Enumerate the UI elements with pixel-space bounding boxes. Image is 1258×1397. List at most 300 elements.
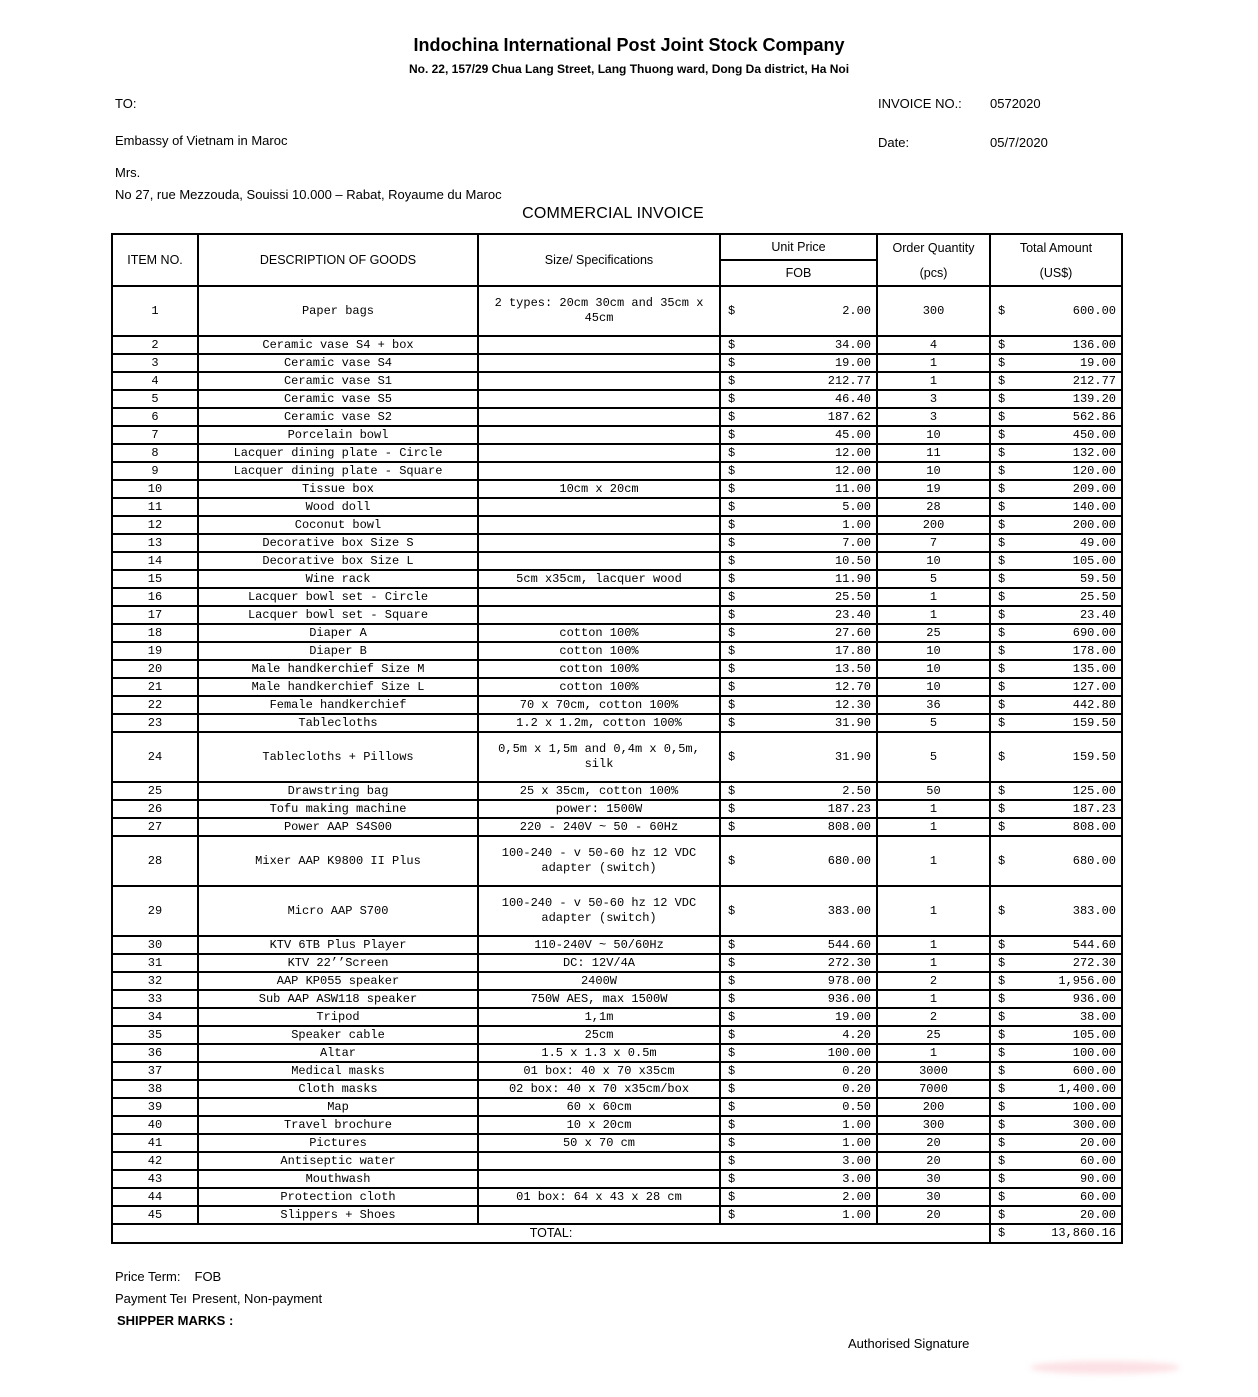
currency-symbol: $ xyxy=(728,427,736,442)
quantity-cell: 1 xyxy=(877,1044,990,1062)
currency-symbol: $ xyxy=(998,1226,1006,1240)
unit-price-cell-value: 7.00 xyxy=(842,535,871,550)
table-row xyxy=(112,426,1122,444)
quantity-cell: 19 xyxy=(877,480,990,498)
description-cell: Micro AAP S700 xyxy=(198,886,478,936)
item-no-cell: 32 xyxy=(112,972,198,990)
total-amount-cell xyxy=(990,1080,1122,1098)
col-header-quantity-sub: (pcs) xyxy=(919,265,948,280)
item-no-cell: 5 xyxy=(112,390,198,408)
currency-symbol: $ xyxy=(728,499,736,514)
quantity-cell: 20 xyxy=(877,1134,990,1152)
total-amount-cell xyxy=(990,1062,1122,1080)
description-cell: Tripod xyxy=(198,1008,478,1026)
quantity-cell: 30 xyxy=(877,1188,990,1206)
currency-symbol: $ xyxy=(728,697,736,712)
specification-cell: 10 x 20cm xyxy=(478,1116,720,1134)
currency-symbol: $ xyxy=(728,535,736,550)
total-amount-cell xyxy=(990,462,1122,480)
item-no-cell: 12 xyxy=(112,516,198,534)
table-row xyxy=(112,886,1122,936)
total-amount-cell xyxy=(990,1116,1122,1134)
total-amount-cell-value: 139.20 xyxy=(1072,391,1116,406)
unit-price-cell-value: 2.00 xyxy=(842,303,871,318)
currency-symbol: $ xyxy=(728,783,736,798)
unit-price-cell-value: 23.40 xyxy=(834,607,871,622)
payment-term-value: Present, Non-payment xyxy=(192,1291,323,1306)
currency-symbol: $ xyxy=(998,427,1006,442)
item-no-cell: 41 xyxy=(112,1134,198,1152)
unit-price-cell xyxy=(720,1116,877,1134)
specification-cell: 70 x 70cm, cotton 100% xyxy=(478,696,720,714)
unit-price-cell-value: 3.00 xyxy=(842,1153,871,1168)
total-amount-cell-value: 159.50 xyxy=(1072,715,1116,730)
total-amount-cell xyxy=(990,444,1122,462)
unit-price-cell xyxy=(720,570,877,588)
description-cell: Wood doll xyxy=(198,498,478,516)
specification-cell: 01 box: 64 x 43 x 28 cm xyxy=(478,1188,720,1206)
unit-price-cell xyxy=(720,408,877,426)
item-no-cell: 27 xyxy=(112,818,198,836)
specification-cell: 01 box: 40 x 70 x35cm xyxy=(478,1062,720,1080)
unit-price-cell xyxy=(720,886,877,936)
specification-cell xyxy=(478,336,720,354)
total-amount-cell-value: 600.00 xyxy=(1072,1063,1116,1078)
description-cell: Map xyxy=(198,1098,478,1116)
description-cell: Travel brochure xyxy=(198,1116,478,1134)
table-row xyxy=(112,800,1122,818)
currency-symbol: $ xyxy=(728,973,736,988)
specification-cell xyxy=(478,606,720,624)
item-no-cell: 22 xyxy=(112,696,198,714)
description-cell: Ceramic vase S2 xyxy=(198,408,478,426)
currency-symbol: $ xyxy=(728,337,736,352)
unit-price-cell xyxy=(720,552,877,570)
currency-symbol: $ xyxy=(998,337,1006,352)
total-amount-cell xyxy=(990,552,1122,570)
specification-cell: 60 x 60cm xyxy=(478,1098,720,1116)
quantity-cell: 10 xyxy=(877,426,990,444)
currency-symbol: $ xyxy=(998,1117,1006,1132)
specification-cell xyxy=(478,534,720,552)
item-no-cell: 36 xyxy=(112,1044,198,1062)
item-no-cell: 8 xyxy=(112,444,198,462)
item-no-cell: 1 xyxy=(112,286,198,336)
col-header-quantity xyxy=(877,234,990,286)
description-cell: Cloth masks xyxy=(198,1080,478,1098)
specification-cell: 02 box: 40 x 70 x35cm/box xyxy=(478,1080,720,1098)
description-cell: KTV 6TB Plus Player xyxy=(198,936,478,954)
item-no-cell: 39 xyxy=(112,1098,198,1116)
description-cell: KTV 22’’Screen xyxy=(198,954,478,972)
quantity-cell: 200 xyxy=(877,516,990,534)
authorised-signature-label: Authorised Signature xyxy=(848,1336,970,1351)
specification-cell: 5cm x35cm, lacquer wood xyxy=(478,570,720,588)
quantity-cell: 4 xyxy=(877,336,990,354)
unit-price-cell-value: 212.77 xyxy=(827,373,871,388)
invoice-table-footer xyxy=(112,1224,1122,1243)
table-row xyxy=(112,372,1122,390)
total-amount-cell-value: 690.00 xyxy=(1072,625,1116,640)
description-cell: Decorative box Size L xyxy=(198,552,478,570)
total-row xyxy=(112,1224,1122,1243)
table-row xyxy=(112,354,1122,372)
description-cell: Altar xyxy=(198,1044,478,1062)
total-amount-cell xyxy=(990,408,1122,426)
description-cell: Male handkerchief Size M xyxy=(198,660,478,678)
total-amount-cell xyxy=(990,782,1122,800)
currency-symbol: $ xyxy=(998,1171,1006,1186)
currency-symbol: $ xyxy=(998,1027,1006,1042)
date-label: Date: xyxy=(878,135,910,150)
unit-price-cell xyxy=(720,836,877,886)
description-cell: Paper bags xyxy=(198,286,478,336)
description-cell: Female handkerchief xyxy=(198,696,478,714)
currency-symbol: $ xyxy=(728,749,736,764)
item-no-cell: 19 xyxy=(112,642,198,660)
total-amount-cell xyxy=(990,534,1122,552)
invoice-number-label: INVOICE NO.: xyxy=(878,96,962,111)
description-cell: Mouthwash xyxy=(198,1170,478,1188)
specification-cell: cotton 100% xyxy=(478,642,720,660)
unit-price-cell xyxy=(720,1188,877,1206)
item-no-cell: 26 xyxy=(112,800,198,818)
currency-symbol: $ xyxy=(998,801,1006,816)
specification-cell: 1,1m xyxy=(478,1008,720,1026)
currency-symbol: $ xyxy=(998,783,1006,798)
specification-cell xyxy=(478,1170,720,1188)
description-cell: Decorative box Size S xyxy=(198,534,478,552)
item-no-cell: 28 xyxy=(112,836,198,886)
description-cell: Ceramic vase S4 + box xyxy=(198,336,478,354)
date-value: 05/7/2020 xyxy=(990,135,1048,150)
unit-price-cell-value: 25.50 xyxy=(834,589,871,604)
invoice-table xyxy=(111,233,1123,1244)
table-row xyxy=(112,408,1122,426)
item-no-cell: 17 xyxy=(112,606,198,624)
total-amount-cell-value: 450.00 xyxy=(1072,427,1116,442)
currency-symbol: $ xyxy=(998,409,1006,424)
item-no-cell: 4 xyxy=(112,372,198,390)
item-no-cell: 23 xyxy=(112,714,198,732)
quantity-cell: 10 xyxy=(877,642,990,660)
unit-price-cell-value: 978.00 xyxy=(827,973,871,988)
item-no-cell: 45 xyxy=(112,1206,198,1224)
currency-symbol: $ xyxy=(998,571,1006,586)
item-no-cell: 9 xyxy=(112,462,198,480)
quantity-cell: 7000 xyxy=(877,1080,990,1098)
table-row xyxy=(112,818,1122,836)
unit-price-cell-value: 936.00 xyxy=(827,991,871,1006)
table-row xyxy=(112,1116,1122,1134)
item-no-cell: 10 xyxy=(112,480,198,498)
quantity-cell: 10 xyxy=(877,462,990,480)
currency-symbol: $ xyxy=(728,801,736,816)
table-row xyxy=(112,1008,1122,1026)
currency-symbol: $ xyxy=(998,937,1006,952)
currency-symbol: $ xyxy=(728,1189,736,1204)
unit-price-cell xyxy=(720,1098,877,1116)
currency-symbol: $ xyxy=(728,1045,736,1060)
table-row xyxy=(112,1044,1122,1062)
specification-cell xyxy=(478,426,720,444)
specification-cell: 0,5m x 1,5m and 0,4m x 0,5m, silk xyxy=(478,732,720,782)
unit-price-cell-value: 4.20 xyxy=(842,1027,871,1042)
currency-symbol: $ xyxy=(728,1207,736,1222)
item-no-cell: 16 xyxy=(112,588,198,606)
specification-cell xyxy=(478,390,720,408)
unit-price-cell-value: 12.00 xyxy=(834,463,871,478)
quantity-cell: 10 xyxy=(877,552,990,570)
total-amount-cell-value: 19.00 xyxy=(1079,355,1116,370)
quantity-cell: 1 xyxy=(877,800,990,818)
total-amount-cell-value: 1,400.00 xyxy=(1058,1081,1116,1096)
unit-price-cell xyxy=(720,336,877,354)
item-no-cell: 38 xyxy=(112,1080,198,1098)
description-cell: Power AAP S4S00 xyxy=(198,818,478,836)
unit-price-cell xyxy=(720,1206,877,1224)
unit-price-cell-value: 187.23 xyxy=(827,801,871,816)
unit-price-cell-value: 12.70 xyxy=(834,679,871,694)
total-amount-cell xyxy=(990,286,1122,336)
total-amount-cell-value: 383.00 xyxy=(1072,903,1116,918)
currency-symbol: $ xyxy=(998,1081,1006,1096)
specification-cell: DC: 12V/4A xyxy=(478,954,720,972)
quantity-cell: 1 xyxy=(877,990,990,1008)
col-header-item-no: ITEM NO. xyxy=(112,234,198,286)
currency-symbol: $ xyxy=(998,463,1006,478)
currency-symbol: $ xyxy=(728,1099,736,1114)
total-amount-cell-value: 90.00 xyxy=(1079,1171,1116,1186)
description-cell: Speaker cable xyxy=(198,1026,478,1044)
col-header-total xyxy=(990,234,1122,286)
table-row xyxy=(112,660,1122,678)
total-amount-cell xyxy=(990,642,1122,660)
currency-symbol: $ xyxy=(998,1045,1006,1060)
recipient-address: No 27, rue Mezzouda, Souissi 10.000 – Rabat, Royaume du Maroc xyxy=(115,187,502,202)
total-amount-cell xyxy=(990,1188,1122,1206)
item-no-cell: 11 xyxy=(112,498,198,516)
currency-symbol: $ xyxy=(998,1099,1006,1114)
total-amount-cell-value: 49.00 xyxy=(1079,535,1116,550)
currency-symbol: $ xyxy=(998,973,1006,988)
item-no-cell: 3 xyxy=(112,354,198,372)
unit-price-cell xyxy=(720,516,877,534)
unit-price-cell-value: 31.90 xyxy=(834,749,871,764)
currency-symbol: $ xyxy=(728,1153,736,1168)
table-row xyxy=(112,570,1122,588)
description-cell: Antiseptic water xyxy=(198,1152,478,1170)
col-header-total-top: Total Amount xyxy=(1019,240,1093,255)
total-amount-cell xyxy=(990,954,1122,972)
description-cell: Protection cloth xyxy=(198,1188,478,1206)
total-amount-cell xyxy=(990,1026,1122,1044)
unit-price-cell xyxy=(720,624,877,642)
table-row xyxy=(112,714,1122,732)
table-row xyxy=(112,936,1122,954)
document-title: COMMERCIAL INVOICE xyxy=(522,205,704,222)
to-label: TO: xyxy=(115,96,137,111)
currency-symbol: $ xyxy=(998,643,1006,658)
total-amount-cell xyxy=(990,678,1122,696)
item-no-cell: 15 xyxy=(112,570,198,588)
currency-symbol: $ xyxy=(728,1063,736,1078)
total-amount-cell-value: 600.00 xyxy=(1072,303,1116,318)
unit-price-cell-value: 0.50 xyxy=(842,1099,871,1114)
unit-price-cell xyxy=(720,534,877,552)
quantity-cell: 1 xyxy=(877,372,990,390)
table-row xyxy=(112,624,1122,642)
specification-cell: 100-240 - v 50-60 hz 12 VDC adapter (switch) xyxy=(478,886,720,936)
description-cell: Lacquer dining plate - Square xyxy=(198,462,478,480)
item-no-cell: 29 xyxy=(112,886,198,936)
total-amount-cell xyxy=(990,624,1122,642)
total-amount-cell xyxy=(990,1152,1122,1170)
unit-price-cell xyxy=(720,498,877,516)
unit-price-cell-value: 1.00 xyxy=(842,1117,871,1132)
currency-symbol: $ xyxy=(728,1117,736,1132)
specification-cell xyxy=(478,408,720,426)
unit-price-cell xyxy=(720,936,877,954)
unit-price-cell xyxy=(720,678,877,696)
unit-price-cell-value: 19.00 xyxy=(834,355,871,370)
table-row xyxy=(112,1170,1122,1188)
specification-cell: 10cm x 20cm xyxy=(478,480,720,498)
total-amount-value: 13,860.16 xyxy=(1051,1226,1116,1240)
specification-cell: 25cm xyxy=(478,1026,720,1044)
unit-price-cell xyxy=(720,1134,877,1152)
currency-symbol: $ xyxy=(998,679,1006,694)
table-row xyxy=(112,534,1122,552)
total-amount-cell xyxy=(990,570,1122,588)
specification-cell xyxy=(478,354,720,372)
total-amount-cell xyxy=(990,714,1122,732)
invoice-table-body xyxy=(112,286,1122,1224)
unit-price-cell xyxy=(720,972,877,990)
currency-symbol: $ xyxy=(998,481,1006,496)
total-amount-cell-value: 187.23 xyxy=(1072,801,1116,816)
total-amount-cell-value: 135.00 xyxy=(1072,661,1116,676)
item-no-cell: 34 xyxy=(112,1008,198,1026)
currency-symbol: $ xyxy=(998,499,1006,514)
table-row xyxy=(112,286,1122,336)
unit-price-cell xyxy=(720,286,877,336)
total-amount-cell-value: 936.00 xyxy=(1072,991,1116,1006)
currency-symbol: $ xyxy=(998,373,1006,388)
table-row xyxy=(112,516,1122,534)
item-no-cell: 31 xyxy=(112,954,198,972)
table-row xyxy=(112,390,1122,408)
total-amount-cell-value: 544.60 xyxy=(1072,937,1116,952)
total-amount-cell-value: 120.00 xyxy=(1072,463,1116,478)
unit-price-cell xyxy=(720,1080,877,1098)
item-no-cell: 25 xyxy=(112,782,198,800)
currency-symbol: $ xyxy=(998,991,1006,1006)
table-row xyxy=(112,642,1122,660)
specification-cell: 1.2 x 1.2m, cotton 100% xyxy=(478,714,720,732)
unit-price-cell xyxy=(720,1170,877,1188)
currency-symbol: $ xyxy=(998,819,1006,834)
currency-symbol: $ xyxy=(998,391,1006,406)
currency-symbol: $ xyxy=(998,535,1006,550)
specification-cell: power: 1500W xyxy=(478,800,720,818)
total-amount-cell-value: 1,956.00 xyxy=(1058,973,1116,988)
currency-symbol: $ xyxy=(728,679,736,694)
item-no-cell: 6 xyxy=(112,408,198,426)
quantity-cell: 20 xyxy=(877,1206,990,1224)
quantity-cell: 300 xyxy=(877,1116,990,1134)
currency-symbol: $ xyxy=(728,355,736,370)
table-row xyxy=(112,606,1122,624)
quantity-cell: 25 xyxy=(877,1026,990,1044)
company-name: Indochina International Post Joint Stock Company xyxy=(413,35,845,55)
currency-symbol: $ xyxy=(728,481,736,496)
currency-symbol: $ xyxy=(998,715,1006,730)
total-amount-cell-value: 132.00 xyxy=(1072,445,1116,460)
unit-price-cell xyxy=(720,660,877,678)
description-cell: Tissue box xyxy=(198,480,478,498)
quantity-cell: 1 xyxy=(877,886,990,936)
quantity-cell: 50 xyxy=(877,782,990,800)
table-row xyxy=(112,462,1122,480)
total-amount-cell xyxy=(990,606,1122,624)
unit-price-cell-value: 11.90 xyxy=(834,571,871,586)
price-term-line xyxy=(115,1269,221,1284)
unit-price-cell xyxy=(720,1008,877,1026)
table-row xyxy=(112,782,1122,800)
specification-cell xyxy=(478,1206,720,1224)
attention-line: Mrs. xyxy=(115,165,141,180)
total-amount-cell xyxy=(990,1224,1122,1243)
unit-price-cell-value: 12.30 xyxy=(834,697,871,712)
specification-cell xyxy=(478,552,720,570)
header-row xyxy=(112,234,1122,286)
specification-cell xyxy=(478,372,720,390)
item-no-cell: 35 xyxy=(112,1026,198,1044)
currency-symbol: $ xyxy=(998,853,1006,868)
unit-price-cell xyxy=(720,1044,877,1062)
total-amount-cell xyxy=(990,1008,1122,1026)
quantity-cell: 10 xyxy=(877,660,990,678)
unit-price-cell-value: 45.00 xyxy=(834,427,871,442)
total-amount-cell xyxy=(990,1044,1122,1062)
specification-cell: cotton 100% xyxy=(478,624,720,642)
description-cell: Tofu making machine xyxy=(198,800,478,818)
currency-symbol: $ xyxy=(728,445,736,460)
total-label: TOTAL: xyxy=(112,1224,990,1243)
item-no-cell: 18 xyxy=(112,624,198,642)
specification-cell xyxy=(478,1152,720,1170)
description-cell: Ceramic vase S1 xyxy=(198,372,478,390)
quantity-cell: 11 xyxy=(877,444,990,462)
item-no-cell: 43 xyxy=(112,1170,198,1188)
unit-price-cell-value: 544.60 xyxy=(827,937,871,952)
table-row xyxy=(112,836,1122,886)
description-cell: Male handkerchief Size L xyxy=(198,678,478,696)
total-amount-cell xyxy=(990,1206,1122,1224)
quantity-cell: 3 xyxy=(877,390,990,408)
quantity-cell: 2 xyxy=(877,1008,990,1026)
currency-symbol: $ xyxy=(998,517,1006,532)
recipient-name: Embassy of Vietnam in Maroc xyxy=(115,133,288,148)
total-amount-cell xyxy=(990,1098,1122,1116)
total-amount-cell-value: 178.00 xyxy=(1072,643,1116,658)
total-amount-cell-value: 159.50 xyxy=(1072,749,1116,764)
signature-smudge xyxy=(1030,1361,1180,1374)
table-row xyxy=(112,1026,1122,1044)
unit-price-cell-value: 0.20 xyxy=(842,1063,871,1078)
quantity-cell: 5 xyxy=(877,570,990,588)
